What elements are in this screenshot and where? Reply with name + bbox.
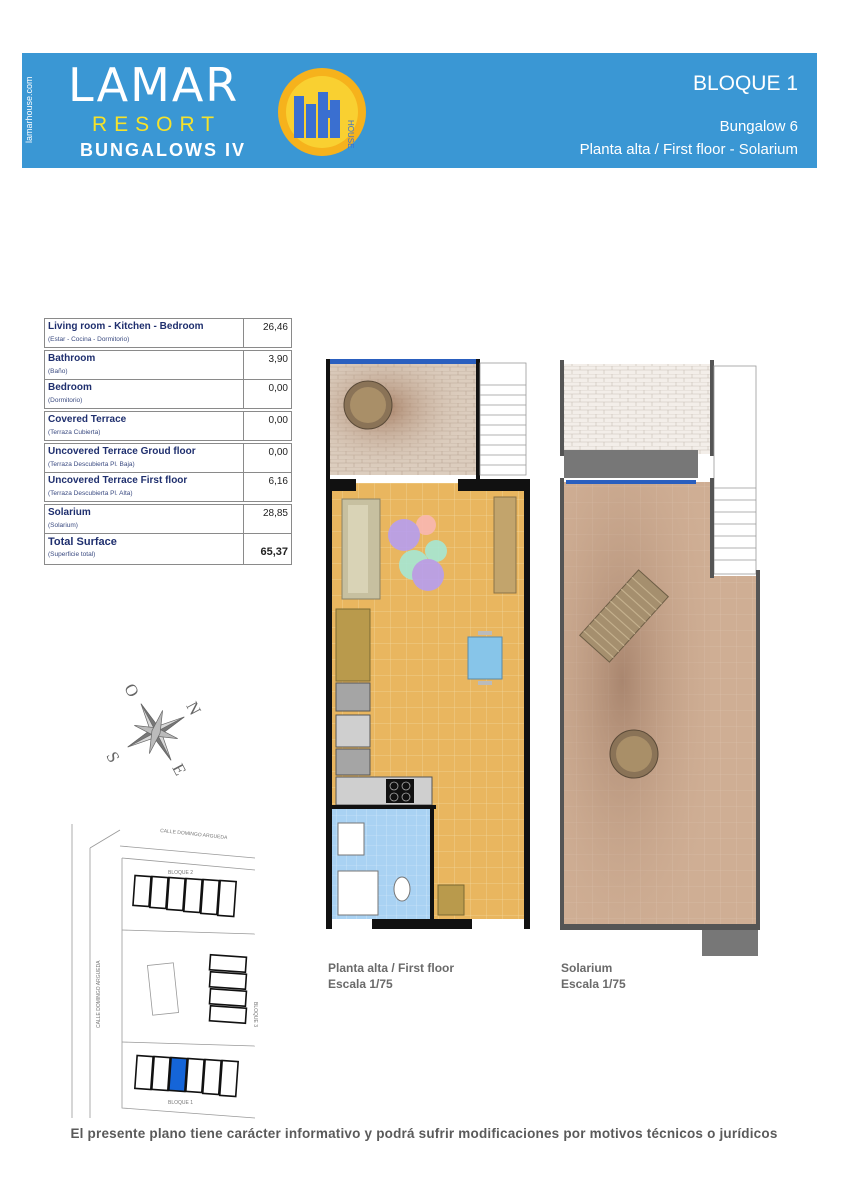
total-sublabel: (Superficie total) [48,551,96,558]
lamar-house-logo [272,66,370,158]
surface-sublabel: (Dormitorio) [48,397,83,404]
surface-value: 26,46 [243,319,291,347]
site-location-map [60,818,260,1123]
surface-value: 0,00 [243,444,291,472]
logo-text: HOUSE [346,120,355,149]
solarium-caption [561,960,626,992]
surface-value: 28,85 [243,505,291,533]
site-block-label: BLOQUE 2 [168,870,194,876]
surface-label: Bathroom [48,353,96,364]
solarium-caption-title: Solarium [561,961,613,975]
site-unit-highlight [169,1057,187,1091]
surface-row [44,504,292,534]
block-title: BLOQUE 1 [692,72,798,95]
surface-row [44,411,292,441]
surface-row [44,380,292,409]
surface-sublabel: (Baño) [48,368,68,375]
surface-table [44,318,292,565]
surface-value: 3,90 [243,351,291,379]
first-floor-caption [328,960,454,992]
surface-sublabel: (Estar - Cocina - Dormitorio) [48,336,130,343]
surface-label: Uncovered Terrace Groud floor [48,446,196,457]
surface-sublabel: (Terraza Descubierta Pl. Baja) [48,461,135,468]
compass-s: S [102,748,124,766]
surface-row [44,318,292,348]
unit-title: Bungalow 6 [719,118,798,135]
surface-sublabel: (Terraza Cubierta) [48,429,101,436]
disclaimer-footer: El presente plano tiene carácter informativo y podrá sufrir modificaciones por motivos técnicos o jurídicos [70,1126,778,1141]
compass-o: O [120,680,143,701]
compass-e: E [168,760,191,779]
floor-title: Planta alta / First floor - Solarium [579,141,798,158]
surface-row [44,350,292,380]
site-block-label: BLOQUE 1 [168,1100,194,1106]
surface-label: Living room - Kitchen - Bedroom [48,321,204,332]
brand-subtitle: RESORT [92,113,222,136]
brand-project: BUNGALOWS IV [80,140,246,160]
solarium-caption-scale: Escala 1/75 [561,977,626,991]
surface-label: Uncovered Terrace First floor [48,475,188,486]
surface-label: Solarium [48,507,91,518]
surface-value: 6,16 [243,473,291,501]
first-floor-caption-title: Planta alta / First floor [328,961,455,975]
website-url[interactable]: lamarhouse.com [24,76,34,144]
compass-n: N [182,698,205,719]
surface-value: 0,00 [243,412,291,440]
solarium-table [610,730,658,778]
first-floor-caption-scale: Escala 1/75 [328,977,393,991]
compass-rose [98,676,218,786]
site-block-label: BLOQUE 3 [252,1002,258,1028]
surface-label: Covered Terrace [48,414,127,425]
surface-sublabel: (Solarium) [48,522,78,529]
solarium-plan [560,358,760,956]
terrace-table [344,381,392,429]
surface-row [44,473,292,502]
surface-total-row [44,534,292,565]
site-street-left: CALLE DOMINGO ARGUEDA [96,960,102,1028]
site-street-top: CALLE DOMINGO ARGUEDA [159,828,228,842]
total-value: 65,37 [243,534,291,564]
surface-row [44,443,292,473]
total-label: Total Surface [48,536,117,548]
first-floor-plan [326,355,531,930]
brand-name: LAMAR [68,58,240,112]
surface-label: Bedroom [48,382,92,393]
surface-sublabel: (Terraza Descubierta Pl. Alta) [48,490,133,497]
surface-value: 0,00 [243,380,291,408]
